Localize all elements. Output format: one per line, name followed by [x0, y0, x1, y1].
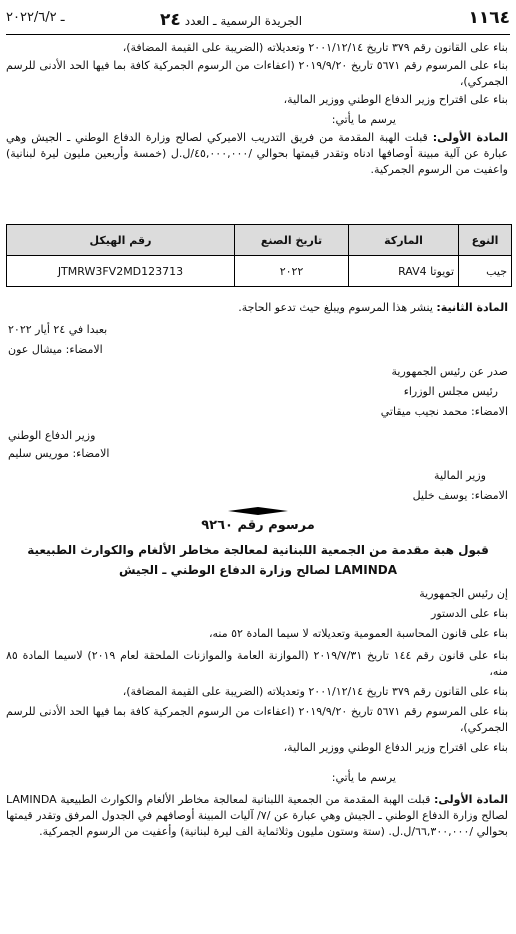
cell-chassis: JTMRW3FV2MD123713 — [7, 256, 235, 287]
pm-title: رئيس مجلس الوزراء — [403, 385, 498, 398]
table-row — [7, 256, 512, 287]
pm-signature: الامضاء: محمد نجيب ميقاتي — [380, 405, 508, 418]
finance-title: وزير المالية — [434, 469, 486, 482]
decree-heading: قبول هبة مقدمة من الجمعية اللبنانية لمعالجة مخاطر الألغام والكوارث الطبيعية LAMINDA لصالح وزارة الدفاع الوطني ـ الجيش — [27, 543, 489, 577]
basis-line: بناء على اقتراح وزير الدفاع الوطني ووزير المالية، — [283, 93, 508, 106]
cell-year: ٢٠٢٢ — [234, 256, 348, 287]
article-label: المادة الأولى: — [434, 793, 508, 806]
defense-title: وزير الدفاع الوطني — [8, 429, 96, 442]
basis-line: بناء على اقتراح وزير الدفاع الوطني ووزير المالية، — [283, 741, 508, 754]
gazette-issue — [156, 10, 302, 30]
issued-by: صدر عن رئيس الجمهورية — [391, 365, 508, 378]
col-year: تاريخ الصنع — [234, 225, 348, 256]
finance-signature: الامضاء: يوسف خليل — [412, 489, 508, 502]
page-header — [6, 8, 510, 34]
col-chassis: رقم الهيكل — [7, 225, 235, 256]
page-number: ١١٦٤ — [468, 8, 510, 28]
basis-line: بناء على قانون رقم ١٤٤ تاريخ ٢٠١٩/٧/٣١ (الموازنة العامة والموازنات الملحقة لعام ٢٠١٩) لاسيما المادة ٨٥ منه، — [6, 649, 509, 678]
article-text: ينشر هذا المرسوم ويبلغ حيث تدعو الحاجة. — [238, 301, 433, 314]
article-one — [6, 792, 508, 840]
cell-brand: تويوتا RAV4 — [349, 256, 459, 287]
article-text: قبلت الهبة المقدمة من الجمعية اللبنانية لمعالجة مخاطر الألغام والكوارث الطبيعية LAMINDA لصالح وزارة الدفاع الوطني ـ الجيش وهي عبارة عن /٧/ آليات المبينة أوصافهم في الجدول المرفق وتقدر قيمتها بحوالي /٦٦,٣٠٠,٠٠٠/ل.ل. (ستة وستون مليون وثلاثماية الف ليرة لبنانية) وأعفيت من الرسوم الجمركية. — [6, 793, 508, 838]
basis-line: بناء على القانون رقم ٣٧٩ تاريخ ٢٠٠١/١٢/١٤ وتعديلاته (الضريبة على القيمة المضافة)، — [122, 685, 508, 698]
defense-signature: الامضاء: موريس سليم — [8, 447, 110, 460]
paper-name: الجريدة الرسمية ـ العدد — [184, 14, 303, 28]
col-brand: الماركة — [349, 225, 459, 256]
article-label: المادة الثانية: — [436, 301, 508, 314]
section-divider — [228, 506, 288, 516]
issue-date: ـ ٢٠٢٢/٦/٢ — [6, 10, 65, 25]
issue-number: ٢٤ — [160, 10, 181, 30]
table-header-row — [7, 225, 512, 256]
basis-line: بناء على القانون رقم ٣٧٩ تاريخ ٢٠٠١/١٢/١٤ وتعديلاته (الضريبة على القيمة المضافة)، — [122, 41, 508, 54]
cell-type: جيب — [459, 256, 512, 287]
header-rule — [6, 34, 510, 35]
basis-line: بناء على قانون المحاسبة العمومية وتعديلاته لا سيما المادة ٥٢ منه، — [208, 627, 508, 640]
article-text: قبلت الهبة المقدمة من فريق التدريب الاميركي لصالح وزارة الدفاع الوطني ـ الجيش وهي عبارة عن آلية مبينة أوصافها ادناه وتقدر قيمتها بحوالي /٤٥,٠٠٠,٠٠٠/ل.ل (خمسة وأربعين مليون ليرة لبنانية) واعفيت من الرسوم الجمركية. — [6, 131, 508, 176]
decrees-line: يرسم ما يأتي: — [331, 113, 396, 126]
col-type: النوع — [459, 225, 512, 256]
basis-line: بناء على المرسوم رقم ٥٦٧١ تاريخ ٢٠١٩/٩/٢٠ (اعفاءات من الرسوم الجمركية كافة بما فيها الحد الأدنى للرسم الجمركي)، — [6, 59, 509, 88]
article-label: المادة الأولى: — [432, 131, 508, 144]
place-date: بعبدا في ٢٤ أيار ٢٠٢٢ — [8, 323, 108, 336]
article-one — [6, 130, 508, 178]
basis-line: إن رئيس الجمهورية — [419, 587, 508, 600]
president-signature: الامضاء: ميشال عون — [8, 343, 103, 356]
basis-line: بناء على الدستور — [431, 607, 508, 620]
decrees-line: يرسم ما يأتي: — [331, 771, 396, 784]
basis-line: بناء على المرسوم رقم ٥٦٧١ تاريخ ٢٠١٩/٩/٢٠ (اعفاءات من الرسوم الجمركية كافة بما فيها الحد الأدنى للرسم الجمركي)، — [6, 705, 509, 734]
vehicle-table — [6, 224, 512, 287]
decree-title: مرسوم رقم ٩٢٦٠ — [201, 518, 315, 533]
article-two — [6, 300, 508, 316]
